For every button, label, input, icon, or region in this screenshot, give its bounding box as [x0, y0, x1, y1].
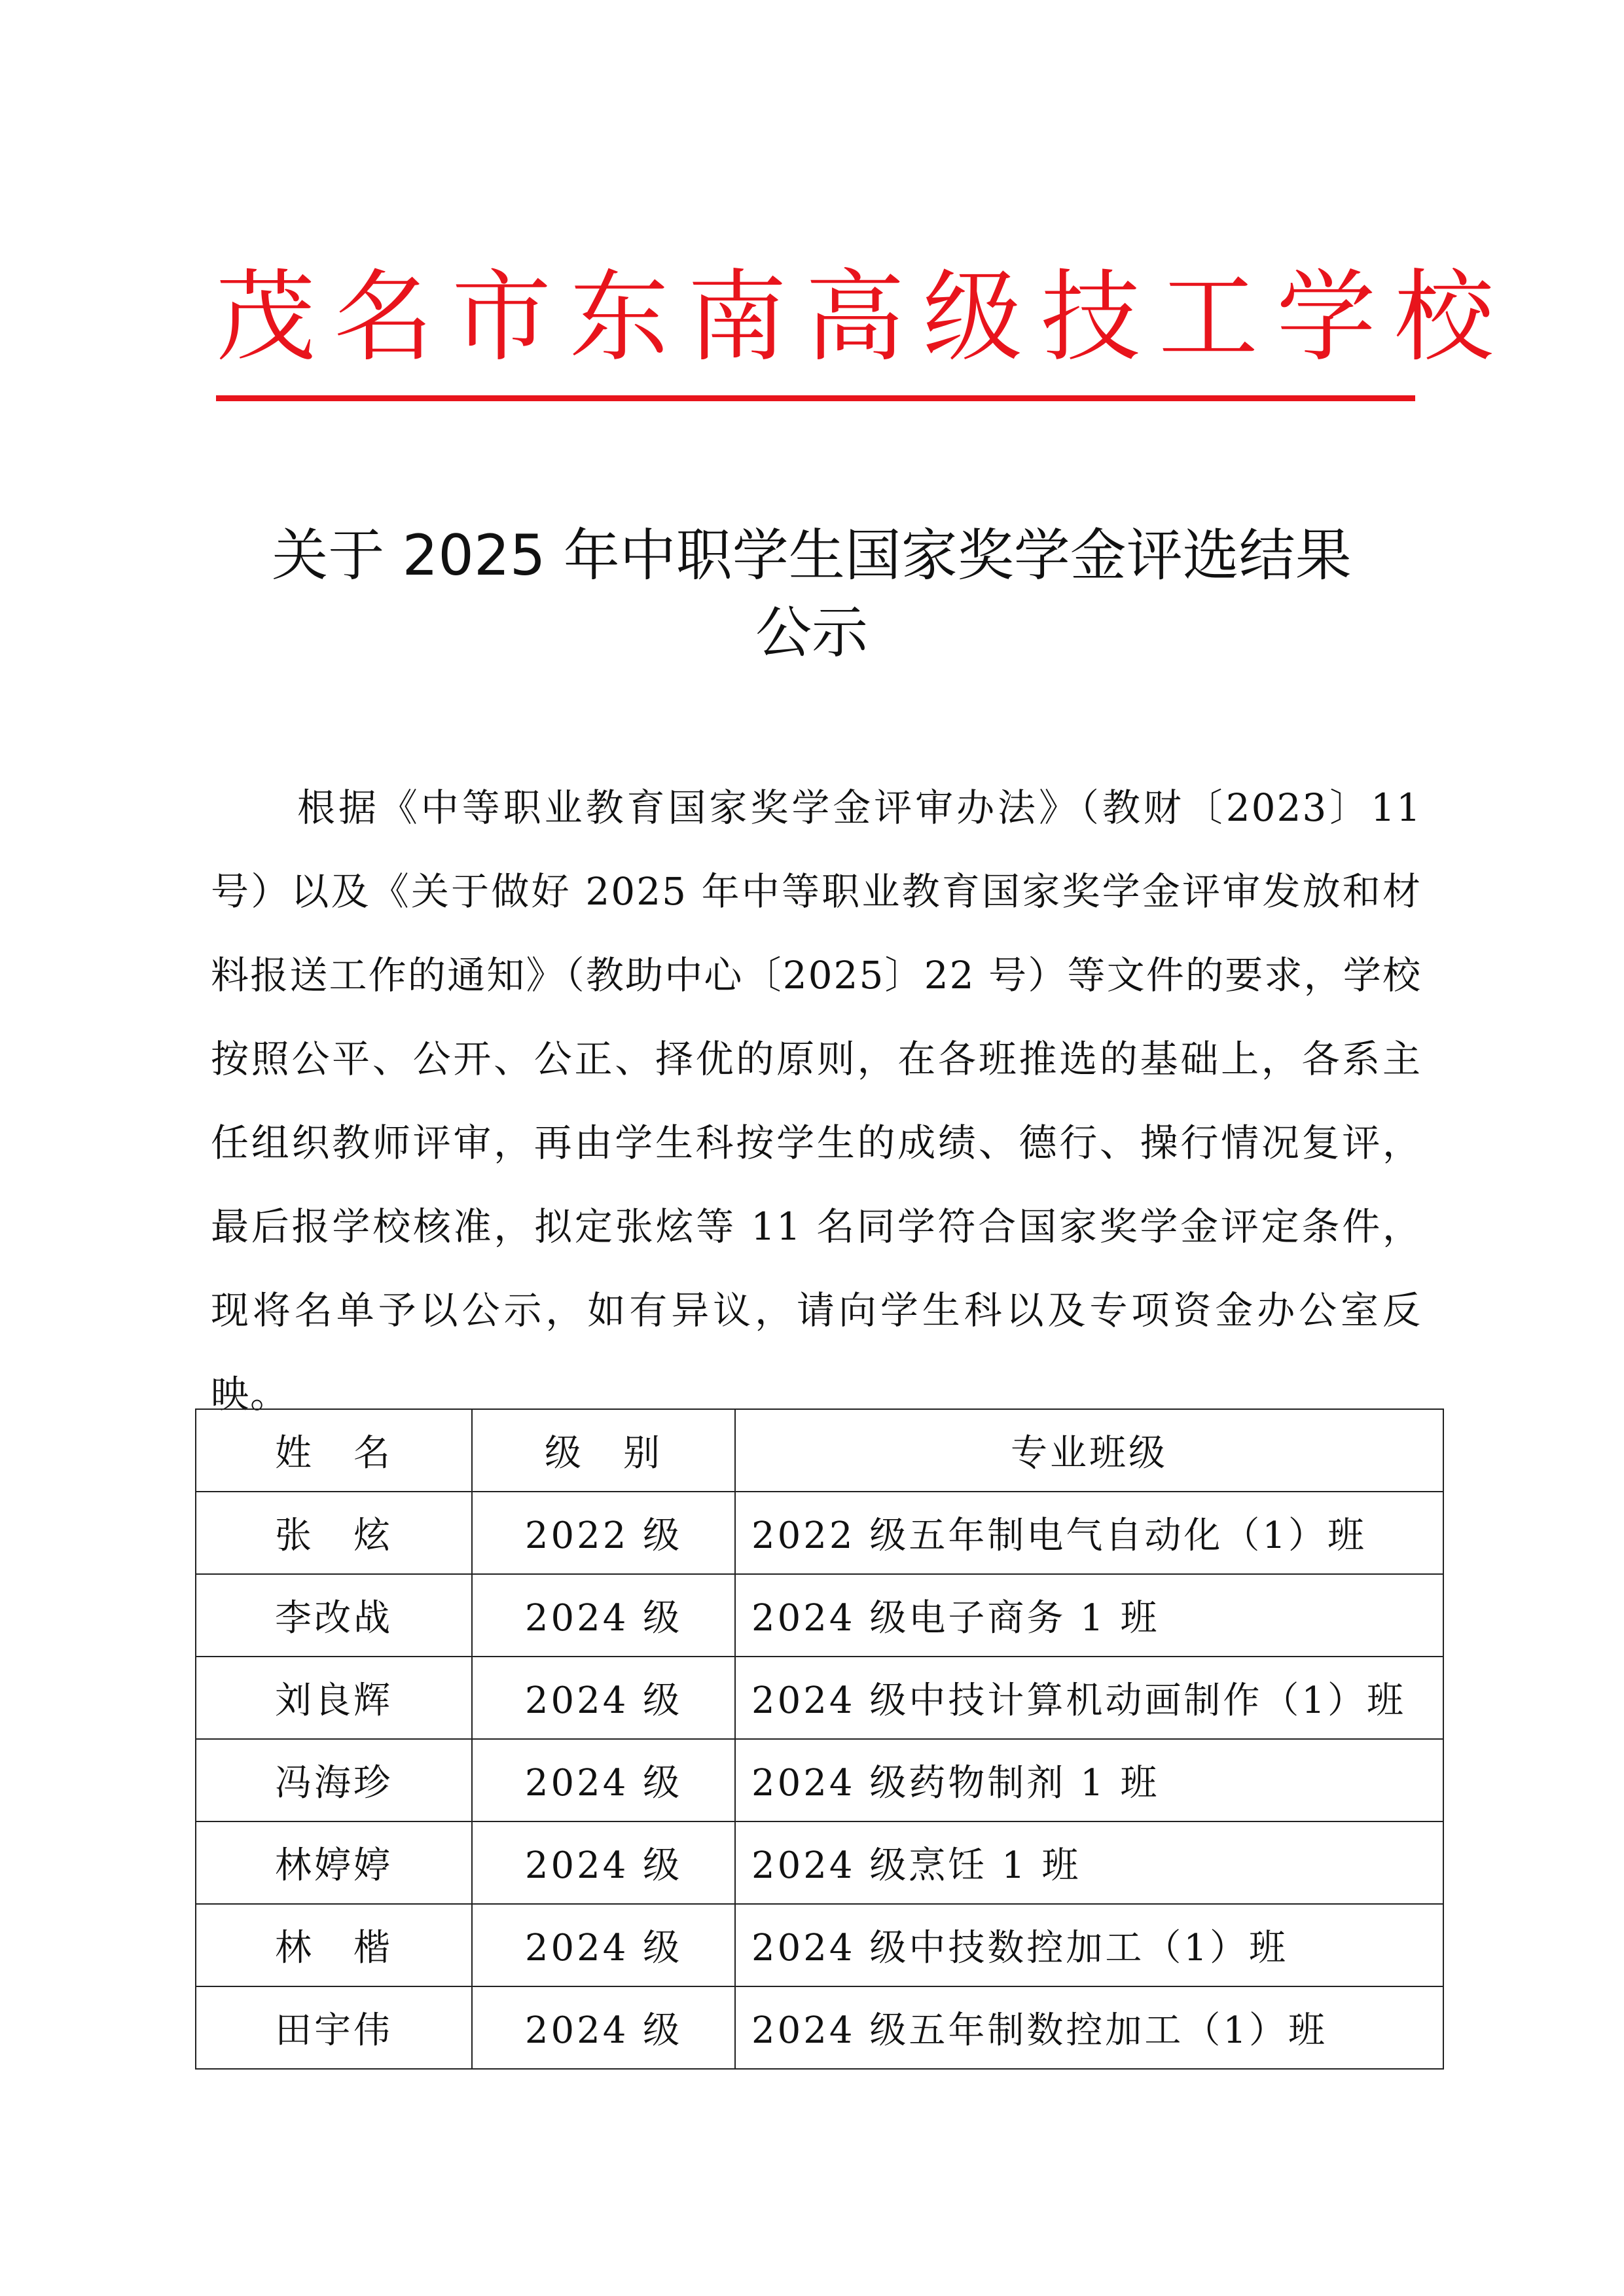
cell-name: 田宇伟 [196, 1986, 472, 2069]
document-title-line-1: 关于 2025 年中职学生国家奖学金评选结果 [272, 523, 1352, 588]
header-class: 专业班级 [735, 1409, 1443, 1492]
letterhead-school-name: 茂名市东南高级技工学校 [216, 259, 1512, 375]
cell-name: 林婷婷 [196, 1821, 472, 1904]
table-row [196, 1986, 1443, 2069]
award-recipients-table [195, 1408, 1444, 2070]
cell-name: 林 楷 [196, 1904, 472, 1986]
letterhead-red-rule [216, 395, 1415, 401]
body-paragraph: 根据《中等职业教育国家奖学金评审办法》（教财〔2023〕11 号）以及《关于做好 2025 年中等职业教育国家奖学金评审发放和材料报送工作的通知》（教助中心〔2025〕22 号）等文件的要求，学校按照公平、公开、公正、择优的原则，在各班推选的基础上，各系主任组织教师评审，再由学生科按学生的成绩、德行、操行情况复评，最后报学校核准，拟定张炫等 11 名同学符合国家奖学金评定条件，现将名单予以公示，如有异议，请向学生科以及专项资金办公室反映。 [211, 785, 1422, 1416]
table-row [196, 1739, 1443, 1821]
table-row [196, 1574, 1443, 1657]
cell-grade: 2024 级 [472, 1986, 735, 2069]
table-row [196, 1904, 1443, 1986]
cell-class: 2024 级烹饪 1 班 [735, 1821, 1443, 1904]
cell-grade: 2024 级 [472, 1739, 735, 1821]
cell-class: 2024 级电子商务 1 班 [735, 1574, 1443, 1657]
cell-grade: 2024 级 [472, 1574, 735, 1657]
cell-class: 2024 级五年制数控加工（1）班 [735, 1986, 1443, 2069]
cell-name: 冯海珍 [196, 1739, 472, 1821]
cell-grade: 2024 级 [472, 1904, 735, 1986]
cell-grade: 2024 级 [472, 1821, 735, 1904]
cell-grade: 2024 级 [472, 1657, 735, 1739]
cell-grade: 2022 级 [472, 1492, 735, 1574]
cell-class: 2024 级中技计算机动画制作（1）班 [735, 1657, 1443, 1739]
document-title-line-2: 公示 [755, 600, 868, 666]
cell-class: 2024 级中技数控加工（1）班 [735, 1904, 1443, 1986]
table-row [196, 1492, 1443, 1574]
cell-class: 2022 级五年制电气自动化（1）班 [735, 1492, 1443, 1574]
table-row [196, 1657, 1443, 1739]
cell-name: 李改战 [196, 1574, 472, 1657]
cell-name: 张 炫 [196, 1492, 472, 1574]
header-grade: 级 别 [472, 1409, 735, 1492]
table-row [196, 1821, 1443, 1904]
header-name: 姓 名 [196, 1409, 472, 1492]
cell-class: 2024 级药物制剂 1 班 [735, 1739, 1443, 1821]
table-header-row [196, 1409, 1443, 1492]
cell-name: 刘良辉 [196, 1657, 472, 1739]
document-title [183, 517, 1440, 672]
